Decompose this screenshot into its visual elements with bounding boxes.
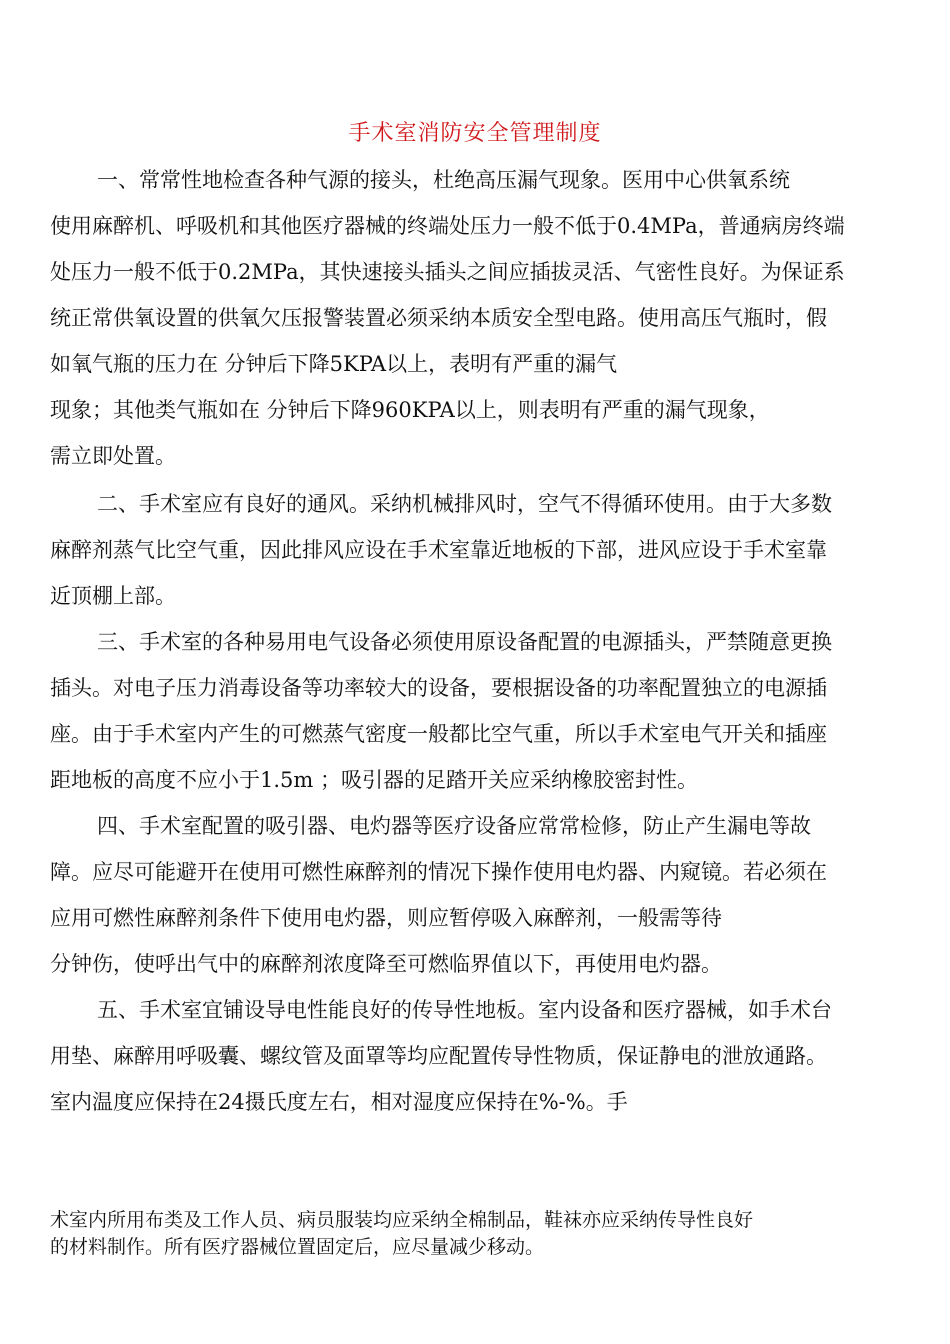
paragraph-line: 的材料制作。所有医疗器械位置固定后，应尽量减少移动。: [50, 1236, 545, 1258]
paragraph-line: 一、常常性地检查各种气源的接头，杜绝高压漏气现象。医用中心供氧系统: [97, 168, 790, 192]
paragraph-line: 术室内所用布类及工作人员、病员服装均应采纳全棉制品，鞋袜亦应采纳传导性良好: [50, 1209, 754, 1231]
paragraph-line: 需立即处置。: [50, 444, 176, 468]
paragraph-line: 近顶棚上部。: [50, 584, 176, 608]
paragraph-line: 三、手术室的各种易用电气设备必须使用原设备配置的电源插头，严禁随意更换: [97, 630, 832, 654]
paragraph-line: 距地板的高度不应小于1.5m ；吸引器的足踏开关应采纳橡胶密封性。: [50, 768, 698, 792]
paragraph-line: 统正常供氧设置的供氧欠压报警装置必须采纳本质安全型电路。使用高压气瓶时，假: [50, 306, 827, 330]
paragraph-line: 如氧气瓶的压力在 分钟后下降5KPA以上，表明有严重的漏气: [50, 352, 618, 376]
paragraph-line: 现象；其他类气瓶如在 分钟后下降960KPA以上，则表明有严重的漏气现象，: [50, 398, 770, 422]
paragraph-line: 座。由于手术室内产生的可燃蒸气密度一般都比空气重，所以手术室电气开关和插座: [50, 722, 827, 746]
paragraph-line: 应用可燃性麻醉剂条件下使用电灼器，则应暂停吸入麻醉剂，一般需等待: [50, 906, 722, 930]
paragraph-line: 用垫、麻醉用呼吸囊、螺纹管及面罩等均应配置传导性物质，保证静电的泄放通路。: [50, 1044, 827, 1068]
paragraph-line: 五、手术室宜铺设导电性能良好的传导性地板。室内设备和医疗器械，如手术台: [97, 998, 832, 1022]
paragraph-line: 室内温度应保持在24摄氏度左右，相对湿度应保持在%-%。手: [50, 1090, 628, 1114]
paragraph-line: 四、手术室配置的吸引器、电灼器等医疗设备应常常检修，防止产生漏电等故: [97, 814, 811, 838]
paragraph-line: 二、手术室应有良好的通风。采纳机械排风时，空气不得循环使用。由于大多数: [97, 492, 832, 516]
page-title: 手术室消防安全管理制度: [348, 121, 602, 146]
paragraph-line: 使用麻醉机、呼吸机和其他医疗器械的终端处压力一般不低于0.4MPa，普通病房终端: [50, 214, 845, 238]
paragraph-line: 障。应尽可能避开在使用可燃性麻醉剂的情况下操作使用电灼器、内窥镜。若必须在: [50, 860, 827, 884]
paragraph-line: 分钟伤，使呼出气中的麻醉剂浓度降至可燃临界值以下，再使用电灼器。: [50, 952, 722, 976]
paragraph-line: 处压力一般不低于0.2MPa，其快速接头插头之间应插拔灵活、气密性良好。为保证系: [50, 260, 845, 284]
paragraph-line: 麻醉剂蒸气比空气重，因此排风应设在手术室靠近地板的下部，进风应设于手术室靠: [50, 538, 827, 562]
paragraph-line: 插头。对电子压力消毒设备等功率较大的设备，要根据设备的功率配置独立的电源插: [50, 676, 827, 700]
